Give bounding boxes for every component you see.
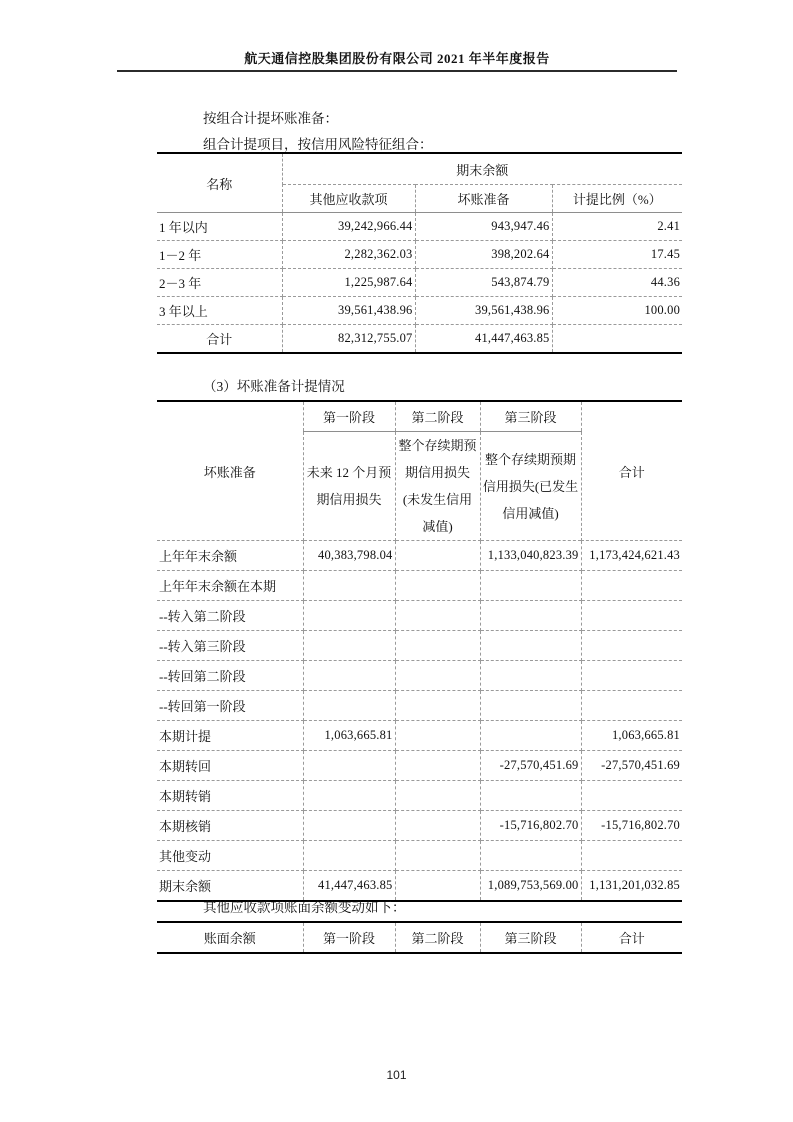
table-cell bbox=[303, 781, 395, 811]
table-cell bbox=[480, 601, 581, 631]
para-portfolio-items: 组合计提项目，按信用风险特征组合： bbox=[203, 137, 433, 152]
table-cell bbox=[395, 811, 480, 841]
table-row bbox=[157, 601, 682, 631]
table-cell bbox=[395, 751, 480, 781]
row-label: 其他变动 bbox=[157, 841, 303, 871]
table-cell bbox=[395, 841, 480, 871]
table-cell bbox=[395, 571, 480, 601]
table-cell bbox=[480, 661, 581, 691]
table-cell: 41,447,463.85 bbox=[415, 325, 552, 354]
table-cell: 1,063,665.81 bbox=[581, 721, 682, 751]
table-cell bbox=[303, 841, 395, 871]
column-header-total: 合计 bbox=[581, 922, 682, 953]
column-header-stage1: 第一阶段 bbox=[303, 922, 395, 953]
table-cell: -27,570,451.69 bbox=[480, 751, 581, 781]
table-row bbox=[157, 541, 682, 571]
table-row bbox=[157, 571, 682, 601]
table-cell: 82,312,755.07 bbox=[282, 325, 415, 354]
row-label: 上年年末余额在本期 bbox=[157, 571, 303, 601]
section-title-provision: （3）坏账准备计提情况 bbox=[203, 379, 345, 394]
table-cell bbox=[581, 841, 682, 871]
row-label: 本期转销 bbox=[157, 781, 303, 811]
row-label: 2－3 年 bbox=[157, 269, 282, 297]
column-subheader-stage2: 整个存续期预期信用损失(未发生信用减值) bbox=[395, 432, 480, 541]
table-cell bbox=[303, 691, 395, 721]
table-cell bbox=[303, 571, 395, 601]
table-cell bbox=[395, 601, 480, 631]
table-row bbox=[157, 721, 682, 751]
column-header-bad-debt-provision: 坏账准备 bbox=[157, 401, 303, 541]
row-label: 3 年以上 bbox=[157, 297, 282, 325]
table-cell: 17.45 bbox=[552, 241, 682, 269]
table-provision-stages bbox=[157, 400, 682, 902]
row-label: --转回第二阶段 bbox=[157, 661, 303, 691]
table-cell bbox=[480, 631, 581, 661]
row-label: --转回第一阶段 bbox=[157, 691, 303, 721]
column-header-stage3: 第三阶段 bbox=[480, 922, 581, 953]
table-row bbox=[157, 269, 682, 297]
table-row bbox=[157, 781, 682, 811]
row-label: --转入第三阶段 bbox=[157, 631, 303, 661]
column-header-stage3: 第三阶段 bbox=[480, 401, 581, 432]
row-label-total: 合计 bbox=[157, 325, 282, 354]
table-cell: 543,874.79 bbox=[415, 269, 552, 297]
column-subheader-stage1: 未来 12 个月预期信用损失 bbox=[303, 432, 395, 541]
table-aging bbox=[157, 152, 682, 354]
table-cell: 44.36 bbox=[552, 269, 682, 297]
column-header-stage2: 第二阶段 bbox=[395, 401, 480, 432]
row-label: 本期转回 bbox=[157, 751, 303, 781]
table-row bbox=[157, 841, 682, 871]
table-row bbox=[157, 691, 682, 721]
table-cell bbox=[303, 661, 395, 691]
row-label: 1－2 年 bbox=[157, 241, 282, 269]
table-cell bbox=[581, 661, 682, 691]
table-cell bbox=[581, 781, 682, 811]
report-header-title: 航天通信控股集团股份有限公司 2021 年半年度报告 bbox=[117, 48, 677, 72]
table-cell: 943,947.46 bbox=[415, 213, 552, 241]
column-group-header-closing-balance: 期末余额 bbox=[282, 153, 682, 185]
table-cell bbox=[480, 781, 581, 811]
table-cell bbox=[552, 325, 682, 354]
table-cell: 1,063,665.81 bbox=[303, 721, 395, 751]
table-cell bbox=[303, 811, 395, 841]
table-cell: 1,173,424,621.43 bbox=[581, 541, 682, 571]
row-label: 1 年以内 bbox=[157, 213, 282, 241]
table-row bbox=[157, 631, 682, 661]
table-cell bbox=[581, 691, 682, 721]
page-number: 101 bbox=[386, 1068, 407, 1082]
table-cell: 100.00 bbox=[552, 297, 682, 325]
table-cell bbox=[395, 721, 480, 751]
table-cell: 39,561,438.96 bbox=[415, 297, 552, 325]
table-cell: 39,561,438.96 bbox=[282, 297, 415, 325]
table-cell: -15,716,802.70 bbox=[480, 811, 581, 841]
column-header-book-balance: 账面余额 bbox=[157, 922, 303, 953]
column-header-stage2: 第二阶段 bbox=[395, 922, 480, 953]
table-cell: 40,383,798.04 bbox=[303, 541, 395, 571]
table-cell bbox=[480, 841, 581, 871]
row-label: --转入第二阶段 bbox=[157, 601, 303, 631]
table-cell bbox=[581, 601, 682, 631]
table-cell: 2.41 bbox=[552, 213, 682, 241]
table-cell bbox=[303, 631, 395, 661]
table-cell bbox=[303, 601, 395, 631]
table-row bbox=[157, 297, 682, 325]
table-cell: 1,089,753,569.00 bbox=[480, 871, 581, 902]
table-row bbox=[157, 241, 682, 269]
column-header-name: 名称 bbox=[157, 153, 282, 213]
table-row bbox=[157, 811, 682, 841]
table-cell: 2,282,362.03 bbox=[282, 241, 415, 269]
table-cell bbox=[395, 781, 480, 811]
column-header-stage1: 第一阶段 bbox=[303, 401, 395, 432]
table-cell bbox=[303, 751, 395, 781]
table-cell bbox=[480, 571, 581, 601]
table-cell: -27,570,451.69 bbox=[581, 751, 682, 781]
table-cell bbox=[395, 541, 480, 571]
column-header-bad-debt-provision: 坏账准备 bbox=[415, 185, 552, 213]
column-subheader-stage3: 整个存续期预期信用损失(已发生信用减值) bbox=[480, 432, 581, 541]
table-cell bbox=[395, 631, 480, 661]
column-header-total: 合计 bbox=[581, 401, 682, 541]
table-row bbox=[157, 661, 682, 691]
table-row-total bbox=[157, 325, 682, 354]
table-cell bbox=[395, 661, 480, 691]
table-cell: 41,447,463.85 bbox=[303, 871, 395, 902]
table-cell: 1,225,987.64 bbox=[282, 269, 415, 297]
table-row bbox=[157, 213, 682, 241]
row-label: 本期核销 bbox=[157, 811, 303, 841]
column-header-other-receivables: 其他应收款项 bbox=[282, 185, 415, 213]
table-cell bbox=[480, 721, 581, 751]
table-balance-stages bbox=[157, 921, 682, 954]
table-cell: -15,716,802.70 bbox=[581, 811, 682, 841]
table-cell: 1,131,201,032.85 bbox=[581, 871, 682, 902]
table-cell bbox=[480, 691, 581, 721]
row-label: 期末余额 bbox=[157, 871, 303, 902]
table-cell: 398,202.64 bbox=[415, 241, 552, 269]
para-group-provision: 按组合计提坏账准备： bbox=[203, 111, 338, 126]
row-label: 上年年末余额 bbox=[157, 541, 303, 571]
table-cell: 1,133,040,823.39 bbox=[480, 541, 581, 571]
table-cell: 39,242,966.44 bbox=[282, 213, 415, 241]
para-balance-change: 其他应收款项账面余额变动如下： bbox=[203, 900, 406, 915]
row-label: 本期计提 bbox=[157, 721, 303, 751]
table-cell bbox=[395, 871, 480, 902]
column-header-provision-ratio: 计提比例（%） bbox=[552, 185, 682, 213]
table-row bbox=[157, 751, 682, 781]
table-cell bbox=[581, 571, 682, 601]
table-cell bbox=[581, 631, 682, 661]
table-cell bbox=[395, 691, 480, 721]
